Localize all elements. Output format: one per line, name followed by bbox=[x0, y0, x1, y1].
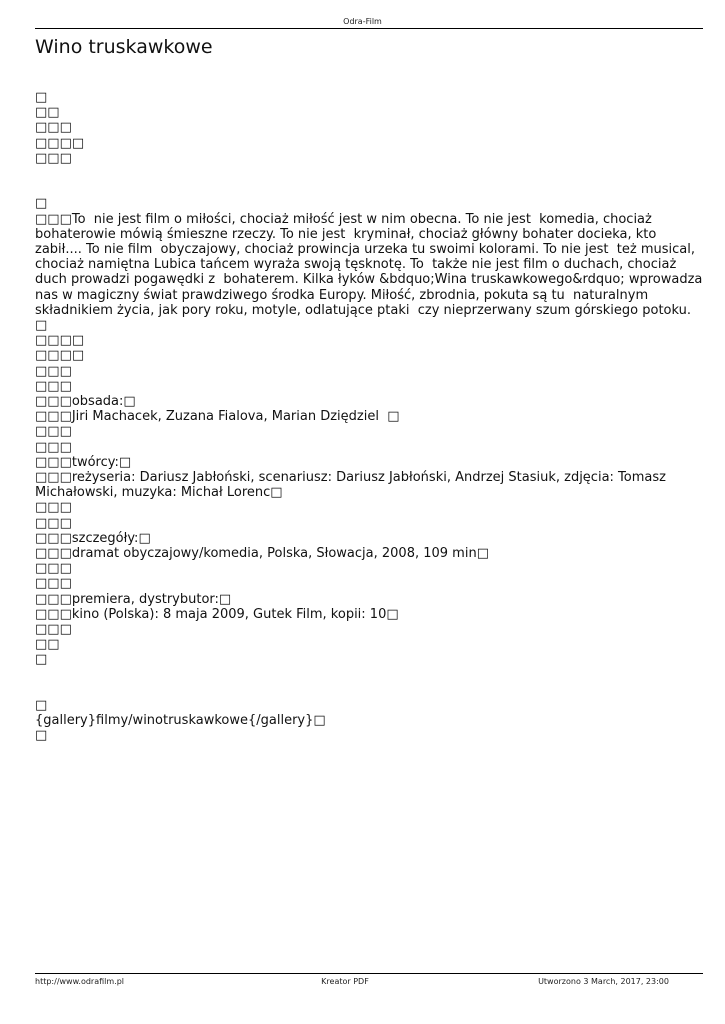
body-line: □□□ bbox=[35, 150, 72, 166]
body-line: □□□ bbox=[35, 120, 72, 136]
page-title: Wino truskawkowe bbox=[35, 36, 213, 58]
crew-label: □□□twórcy:□ bbox=[35, 454, 132, 470]
header-site-name: Odra-Film bbox=[343, 17, 382, 26]
film-description: □□□To nie jest film o miłości, chociaż miłość jest w nim obecna. To nie jest komedia, chociaż bohaterowie mówią śmieszne rzeczy. To nie jest kryminał, chociaż główny bohater docieka, kto zabił.... To nie film obyczajowy, chociaż prowincja urzeka tu swoimi kolorami. To nie jest też musical, chociaż namiętna Lubica tańcem wyraża swoją tęsknotę. To także nie jest film o duchach, chociaż duch prowadzi pogawędki z bohaterem. Kilka łyków &bdquo;Wina truskawkowego&rdquo; wprowadza nas w magiczny świat prawdziwego środka Europy. Miłość, zbrodnia, pokuta są tu naturalnym składnikiem życia, jak pory roku, motyle, odlatujące ptaki czy nieprzerwany szum górskiego potoku. □ bbox=[35, 211, 707, 334]
cast-label: □□□obsada:□ bbox=[35, 394, 136, 410]
body-line: □□□ bbox=[35, 622, 72, 638]
body-line: □ bbox=[35, 728, 48, 744]
body-line: □□□ bbox=[35, 378, 72, 394]
cast-value: □□□Jiri Machacek, Zuzana Fialova, Marian Dziędziel □ bbox=[35, 409, 400, 425]
body-line: □ bbox=[35, 90, 48, 105]
body-line: □□□ bbox=[35, 561, 72, 577]
release-value: □□□kino (Polska): 8 maja 2009, Gutek Film, kopii: 10□ bbox=[35, 606, 399, 622]
body-line: □□ bbox=[35, 637, 60, 653]
article-body bbox=[35, 90, 707, 744]
spacer bbox=[35, 166, 703, 181]
crew-value: □□□reżyseria: Dariusz Jabłoński, scenariusz: Dariusz Jabłoński, Andrzej Stasiuk, zdjęcia: Tomasz Michałowski, muzyka: Michał Lorenc□ bbox=[35, 470, 671, 501]
spacer bbox=[35, 181, 703, 196]
body-line: □□□□ bbox=[35, 135, 85, 151]
body-line: □ bbox=[35, 698, 48, 714]
details-value: □□□dramat obyczajowy/komedia, Polska, Słowacja, 2008, 109 min□ bbox=[35, 546, 489, 562]
body-line: □ bbox=[35, 196, 48, 212]
spacer bbox=[35, 668, 703, 683]
body-line: □□□ bbox=[35, 439, 72, 455]
body-line: □□□□ bbox=[35, 333, 85, 349]
footer-rule bbox=[35, 973, 703, 974]
header-rule bbox=[35, 28, 703, 29]
body-line: □□□ bbox=[35, 424, 72, 440]
footer-created: Utworzono 3 March, 2017, 23:00 bbox=[538, 977, 669, 986]
body-line: □□□□ bbox=[35, 348, 85, 364]
body-line: □ bbox=[35, 652, 48, 668]
body-line: □□□ bbox=[35, 576, 72, 592]
release-label: □□□premiera, dystrybutor:□ bbox=[35, 591, 232, 607]
spacer bbox=[35, 683, 703, 698]
body-line: □□□ bbox=[35, 500, 72, 516]
footer-generator: Kreator PDF bbox=[321, 977, 369, 986]
details-label: □□□szczegóły:□ bbox=[35, 530, 151, 546]
body-line: □□ bbox=[35, 105, 60, 121]
footer-url: http://www.odrafilm.pl bbox=[35, 977, 125, 986]
body-line: □□□ bbox=[35, 515, 72, 531]
gallery-tag: {gallery}filmy/winotruskawkowe{/gallery}□ bbox=[35, 713, 326, 729]
body-line: □□□ bbox=[35, 363, 72, 379]
